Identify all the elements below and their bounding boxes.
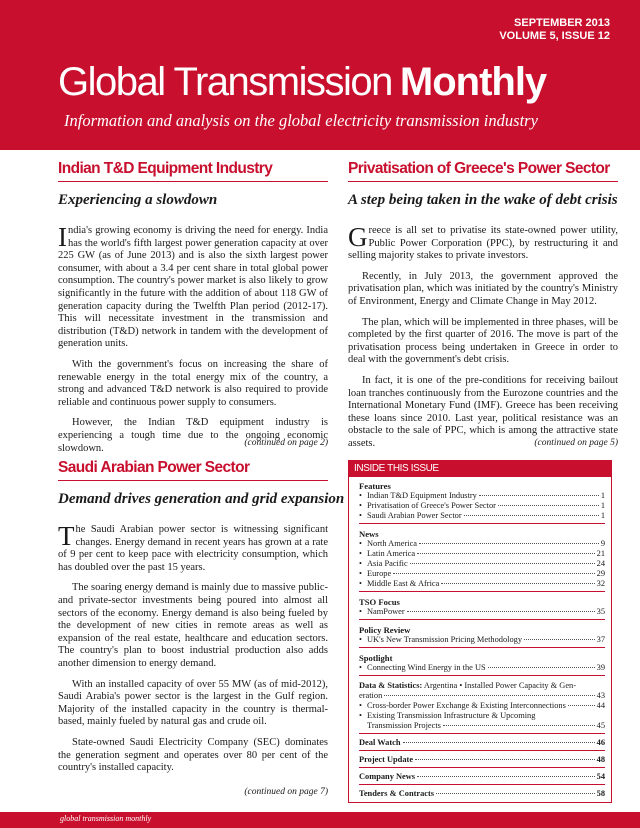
headline-india: Indian T&D Equipment Industry bbox=[58, 160, 273, 177]
toc-item[interactable]: • Asia Pacific 24 bbox=[359, 559, 605, 569]
paragraph: The soaring energy demand is mainly due to massive public- and private-sector investments being poured into almost all sectors of the economy. Energy demand is also being fueled by the development of new cities in remote areas as well as expansion of the real estate, healthcare and education sectors. The country's plan to boost industrial production also adds another dimension to energy demand. bbox=[58, 582, 328, 669]
paragraph: However, the Indian T&D equipment industry is experiencing a tough time due to the ongoing economic slowdown. bbox=[58, 417, 328, 454]
toc-item[interactable]: • Middle East & Africa 32 bbox=[359, 579, 605, 589]
toc-item-deal-watch[interactable]: Deal Watch 46 bbox=[359, 738, 605, 747]
toc-item[interactable]: • North America 9 bbox=[359, 539, 605, 549]
paragraph: India's growing economy is driving the need for energy. India has the world's fifth largest power generation capacity at over 225 GW (as of June 2013) and is also the sixth largest power consumer, with about a 3.4 per cent share in total global power consumption. The country's power market is also likely to grow significantly in the future with the addition of about 118 GW of generation capacity during the Twelfth Plan period (2012-17). This will necessitate investment in the transmission and distribution (T&D) network in tandem with the development of generation units. bbox=[58, 222, 328, 350]
toc-item[interactable]: • Indian T&D Equipment Industry 1 bbox=[359, 491, 605, 501]
issue-volume: VOLUME 5, ISSUE 12 bbox=[499, 30, 610, 42]
toc-item[interactable]: • Existing Transmission Infrastructure & Upcoming bbox=[359, 711, 605, 721]
article-body bbox=[58, 222, 328, 455]
subhead-greece: A step being taken in the wake of debt crisis bbox=[348, 192, 618, 208]
issue-info bbox=[499, 17, 610, 43]
toc-item[interactable]: • Privatisation of Greece's Power Sector 1 bbox=[359, 501, 605, 511]
subhead-saudi: Demand drives generation and grid expansion bbox=[58, 491, 345, 507]
subhead-india: Experiencing a slowdown bbox=[58, 192, 218, 208]
toc-title: INSIDE THIS ISSUE bbox=[349, 461, 611, 477]
paragraph: Recently, in July 2013, the government approved the privatisation plan, which was initiated by the country's Ministry of Environment, Energy and Climate Change in May 2012. bbox=[348, 270, 618, 307]
toc-item[interactable]: • UK's New Transmission Pricing Methodology 37 bbox=[359, 635, 605, 645]
footer-bar bbox=[0, 812, 640, 828]
toc-section-policy: Policy Review bbox=[359, 625, 411, 635]
toc-divider bbox=[359, 733, 605, 734]
toc-section-features: Features bbox=[359, 481, 391, 491]
continued-india[interactable]: (continued on page 2) bbox=[244, 438, 328, 448]
toc-item[interactable]: • NamPower 35 bbox=[359, 607, 605, 617]
continued-saudi[interactable]: (continued on page 7) bbox=[244, 787, 328, 797]
paragraph: In fact, it is one of the pre-conditions for receiving bailout loan tranches continuously from the Eurozone countries and the International Monetary Fund (IMF). Greece has been receiving these loans since 2010. Last year, political resistance was an obstacle to the sale of PPC, which is among the attractive state assets. bbox=[348, 374, 618, 449]
toc-divider bbox=[359, 523, 605, 524]
toc-item-tenders-contracts[interactable]: Tenders & Contracts 58 bbox=[359, 789, 605, 798]
publication-title bbox=[58, 62, 546, 102]
toc-item-company-news[interactable]: Company News 54 bbox=[359, 772, 605, 781]
toc-item[interactable]: • Latin America 21 bbox=[359, 549, 605, 559]
dropcap: T bbox=[58, 521, 75, 551]
masthead bbox=[0, 0, 640, 150]
toc-divider bbox=[359, 767, 605, 768]
toc-divider bbox=[359, 591, 605, 592]
headline-rule bbox=[58, 480, 328, 481]
toc-divider bbox=[359, 784, 605, 785]
article-body bbox=[348, 222, 619, 451]
title-bold: Monthly bbox=[399, 60, 547, 104]
issue-date: SEPTEMBER 2013 bbox=[514, 17, 610, 29]
paragraph: State-owned Saudi Electricity Company (SEC) dominates the generation segment and operates over 80 per cent of the country's installed capacity. bbox=[58, 736, 328, 774]
toc-item[interactable]: • Cross-border Power Exchange & Existing Interconnections 44 bbox=[359, 701, 605, 711]
toc-item[interactable]: • Saudi Arabian Power Sector 1 bbox=[359, 511, 605, 521]
toc-divider bbox=[359, 647, 605, 648]
headline-saudi: Saudi Arabian Power Sector bbox=[58, 459, 250, 476]
paragraph: With an installed capacity of over 55 MW (as of mid-2012), Saudi Arabia's power sector is the largest in the Gulf region. Majority of the installed capacity in the country is thermal-based, mainly fueled by natural gas and crude oil. bbox=[58, 678, 328, 728]
toc-divider bbox=[359, 750, 605, 751]
paragraph: Greece is all set to privatise its state-owned power utility, Public Power Corporation (PPC), by restructuring it and selling majority stakes to private investors. bbox=[348, 222, 618, 262]
paragraph: With the government's focus on increasing the share of renewable energy in the total energy mix of the country, a strong and advanced T&D network is also required to provide reliable and continuous power supply to consumers. bbox=[58, 358, 328, 408]
toc-item[interactable]: • Europe 29 bbox=[359, 569, 605, 579]
toc-item-project-update[interactable]: Project Update 48 bbox=[359, 755, 605, 764]
toc-section-tso: TSO Focus bbox=[359, 597, 400, 607]
dropcap: I bbox=[58, 222, 67, 252]
footer-text: global transmission monthly bbox=[60, 814, 152, 823]
toc-divider bbox=[359, 619, 605, 620]
title-light: Global Transmission bbox=[58, 60, 392, 104]
inside-this-issue bbox=[348, 460, 612, 803]
toc-item-data-statistics[interactable]: Data & Statistics: Argentina • Installed Power Capacity & Gen- bbox=[359, 681, 577, 690]
article-saudi bbox=[58, 459, 345, 783]
continued-greece[interactable]: (continued on page 5) bbox=[534, 438, 618, 448]
headline-rule bbox=[348, 181, 618, 182]
toc-section-news: News bbox=[359, 529, 379, 539]
toc-section-spotlight: Spotlight bbox=[359, 653, 393, 663]
article-greece bbox=[348, 160, 618, 459]
paragraph: The plan, which will be implemented in three phases, will be completed by the first quarter of 2016. The move is part of the privatisation process being undertaken in Greece in order to deal with the government's debt crisis. bbox=[348, 316, 619, 366]
headline-greece: Privatisation of Greece's Power Sector bbox=[348, 160, 610, 177]
tagline: Information and analysis on the global electricity transmission industry bbox=[64, 111, 538, 130]
toc-item[interactable]: eration 43 bbox=[359, 691, 605, 700]
paragraph: The Saudi Arabian power sector is witnessing significant changes. Energy demand in recent years has grown at a rate of 9 per cent to keep pace with electricity consumption, which has doubled over the past 15 years. bbox=[58, 521, 328, 573]
toc-item[interactable]: Transmission Projects 45 bbox=[367, 721, 605, 730]
dropcap: G bbox=[348, 222, 368, 252]
article-body bbox=[58, 521, 328, 775]
toc-divider bbox=[359, 675, 605, 676]
toc-item[interactable]: • Connecting Wind Energy in the US 39 bbox=[359, 663, 605, 673]
headline-rule bbox=[58, 181, 328, 182]
article-india bbox=[58, 160, 328, 463]
